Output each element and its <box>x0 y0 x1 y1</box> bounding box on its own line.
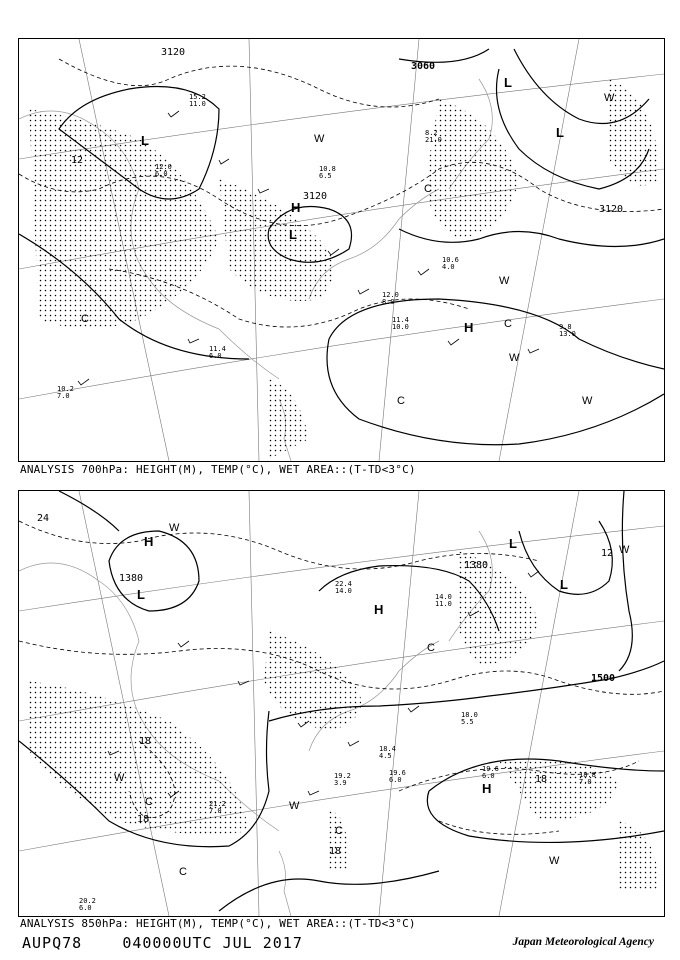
warm-marker: W <box>114 772 125 784</box>
chart-850hpa <box>18 490 665 917</box>
svg-text:11.4: 11.4 <box>392 316 409 324</box>
warm-marker: W <box>499 275 510 287</box>
svg-text:10.2: 10.2 <box>57 385 74 393</box>
svg-text:6.5: 6.5 <box>319 172 332 180</box>
contour-label: 1500 <box>591 673 616 684</box>
low-center-marker: L <box>556 125 564 140</box>
station-plot <box>379 745 396 760</box>
contour-label: 1380 <box>464 560 489 571</box>
low-center-marker: L <box>509 536 517 551</box>
agency-name: Japan Meteorological Agency <box>512 936 654 948</box>
contour-label: 12 <box>601 548 614 559</box>
cold-marker: C <box>179 866 187 878</box>
svg-text:19.2: 19.2 <box>334 772 351 780</box>
cold-marker: C <box>397 395 405 407</box>
svg-text:18.4: 18.4 <box>379 745 396 753</box>
svg-text:8.2: 8.2 <box>425 129 438 137</box>
svg-text:13.0: 13.0 <box>559 330 576 338</box>
map-700hpa <box>19 39 664 461</box>
caption-850hpa: ANALYSIS 850hPa: HEIGHT(M), TEMP(°C), WET AREA::(T-TD<3°C) <box>20 917 416 930</box>
station-plot <box>461 711 478 726</box>
svg-text:21.2: 21.2 <box>209 800 226 808</box>
svg-text:6.0: 6.0 <box>209 352 222 360</box>
low-center-marker: L <box>504 75 512 90</box>
low-center-marker: L <box>560 577 568 592</box>
warm-marker: W <box>169 522 180 534</box>
low-center-marker: L <box>137 587 145 602</box>
warm-marker: W <box>604 92 615 104</box>
svg-text:6.0: 6.0 <box>79 904 92 912</box>
svg-text:9.8: 9.8 <box>559 323 572 331</box>
low-center-marker: L <box>141 133 149 148</box>
warm-marker: W <box>289 800 300 812</box>
svg-text:18.8: 18.8 <box>579 771 596 779</box>
station-plot <box>435 593 452 608</box>
station-plot <box>57 385 74 400</box>
contour-label: 18 <box>329 846 342 857</box>
high-center-marker: H <box>464 320 474 335</box>
map-850hpa <box>19 491 664 916</box>
svg-text:14.0: 14.0 <box>335 587 352 595</box>
cold-marker: C <box>81 313 89 325</box>
high-center-marker: H <box>144 534 154 549</box>
svg-text:11.0: 11.0 <box>189 100 206 108</box>
svg-text:20.2: 20.2 <box>79 897 96 905</box>
contour-label: 3060 <box>411 61 436 72</box>
svg-text:8.0: 8.0 <box>382 298 395 306</box>
low-center-marker: L <box>289 227 297 242</box>
chart-700hpa <box>18 38 665 462</box>
station-plot <box>334 772 351 787</box>
station-plot <box>189 93 206 108</box>
cold-marker: C <box>504 318 512 330</box>
svg-text:12.0: 12.0 <box>155 163 172 171</box>
svg-text:14.0: 14.0 <box>435 593 452 601</box>
svg-text:22.4: 22.4 <box>335 580 352 588</box>
svg-text:4.5: 4.5 <box>379 752 392 760</box>
wet-areas <box>29 79 659 459</box>
svg-text:6.0: 6.0 <box>389 776 402 784</box>
contour-label: 12 <box>71 155 84 166</box>
svg-text:10.6: 10.6 <box>442 256 459 264</box>
svg-text:21.0: 21.0 <box>425 136 442 144</box>
station-plot <box>392 316 409 331</box>
svg-text:19.6: 19.6 <box>482 765 499 773</box>
station-plot <box>319 165 336 180</box>
svg-text:10.0: 10.0 <box>392 323 409 331</box>
svg-text:12.0: 12.0 <box>382 291 399 299</box>
contour-label: 3120 <box>161 47 186 58</box>
contour-label: 18 <box>137 814 150 825</box>
valid-time: 040000UTC JUL 2017 <box>122 934 303 952</box>
cold-marker: C <box>335 825 343 837</box>
station-plot <box>389 769 406 784</box>
svg-text:11.0: 11.0 <box>435 600 452 608</box>
svg-text:6.0: 6.0 <box>482 772 495 780</box>
high-center-marker: H <box>482 781 492 796</box>
svg-text:7.0: 7.0 <box>209 807 222 815</box>
caption-700hpa: ANALYSIS 700hPa: HEIGHT(M), TEMP(°C), WET AREA::(T-TD<3°C) <box>20 463 416 476</box>
contour-label: 18 <box>139 736 152 747</box>
high-center-marker: H <box>374 602 384 617</box>
station-plot <box>559 323 576 338</box>
wet-areas <box>29 551 659 891</box>
warm-marker: W <box>314 133 325 145</box>
product-id: AUPQ78 <box>22 934 83 952</box>
svg-text:7.0: 7.0 <box>57 392 70 400</box>
svg-text:5.5: 5.5 <box>461 718 474 726</box>
svg-text:3.9: 3.9 <box>334 779 347 787</box>
station-plot <box>335 580 352 595</box>
cold-marker: C <box>427 642 435 654</box>
high-center-marker: H <box>291 200 301 215</box>
svg-text:4.0: 4.0 <box>442 263 455 271</box>
svg-text:19.6: 19.6 <box>389 769 406 777</box>
contour-label: 18 <box>535 774 548 785</box>
warm-marker: W <box>582 395 593 407</box>
svg-text:18.0: 18.0 <box>461 711 478 719</box>
warm-marker: W <box>509 352 520 364</box>
svg-text:10.8: 10.8 <box>319 165 336 173</box>
contour-label: 3120 <box>599 204 624 215</box>
contour-label: 24 <box>37 513 50 524</box>
station-plot <box>442 256 459 271</box>
contour-label: 3120 <box>303 191 328 202</box>
svg-text:6.0: 6.0 <box>155 170 168 178</box>
product-header <box>22 934 303 952</box>
cold-marker: C <box>424 183 432 195</box>
contour-label: 1380 <box>119 573 144 584</box>
svg-text:15.2: 15.2 <box>189 93 206 101</box>
warm-marker: W <box>549 855 560 867</box>
station-plot <box>482 765 499 780</box>
svg-text:11.4: 11.4 <box>209 345 226 353</box>
warm-marker: W <box>619 544 630 556</box>
svg-text:7.0: 7.0 <box>579 778 592 786</box>
station-plot <box>79 897 96 912</box>
cold-marker: C <box>145 796 153 808</box>
station-plot <box>382 291 399 306</box>
